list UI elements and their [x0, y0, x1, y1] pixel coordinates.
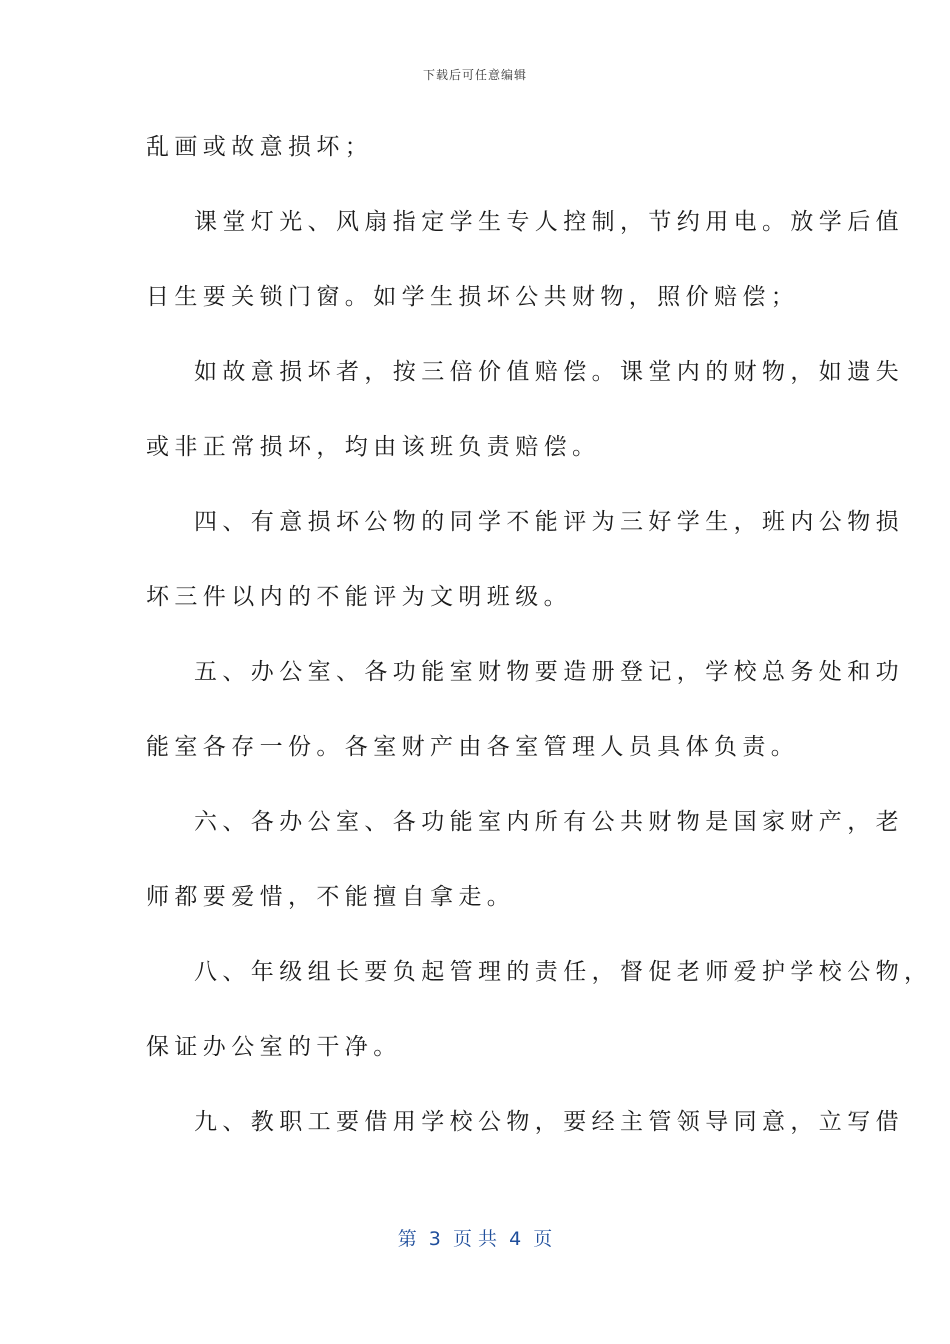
paragraph-start-line: 四、有意损坏公物的同学不能评为三好学生，班内公物损 [194, 509, 904, 535]
text-line: 乱画或故意损坏； [146, 134, 374, 160]
paragraph-start-line: 八、年级组长要负起管理的责任，督促老师爱护学校公物， [194, 959, 933, 985]
paragraph-start-line: 六、各办公室、各功能室内所有公共财物是国家财产，老 [194, 809, 904, 835]
text-line: 师都要爱惜，不能擅自拿走。 [146, 884, 516, 910]
text-line: 能室各存一份。各室财产由各室管理人员具体负责。 [146, 734, 800, 760]
text-line: 或非正常损坏，均由该班负责赔偿。 [146, 434, 601, 460]
document-body [146, 110, 933, 1160]
text-line: 日生要关锁门窗。如学生损坏公共财物，照价赔偿； [146, 284, 800, 310]
page-number-footer: 第 3 页 共 4 页 [397, 1228, 553, 1250]
paragraph-start-line: 五、办公室、各功能室财物要造册登记，学校总务处和功 [194, 659, 904, 685]
text-line: 坏三件以内的不能评为文明班级。 [146, 584, 572, 610]
text-line: 保证办公室的干净。 [146, 1034, 402, 1060]
paragraph-start-line: 九、教职工要借用学校公物，要经主管领导同意，立写借 [194, 1109, 904, 1135]
paragraph-start-line: 如故意损坏者，按三倍价值赔偿。课堂内的财物，如遗失 [194, 359, 904, 385]
paragraph-start-line: 课堂灯光、风扇指定学生专人控制，节约用电。放学后值 [194, 209, 904, 235]
page-header: 下载后可任意编辑 [422, 68, 527, 82]
